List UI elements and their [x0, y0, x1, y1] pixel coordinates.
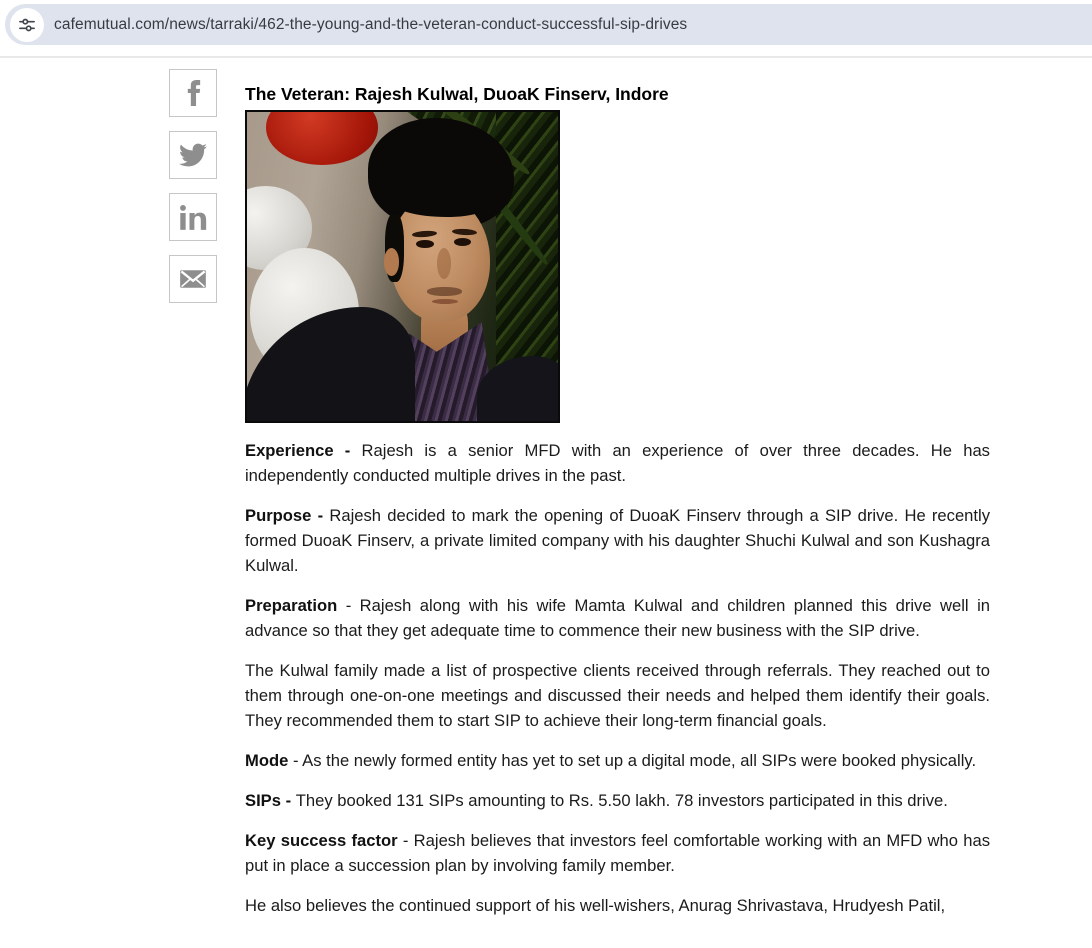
paragraph-lead: Mode [245, 751, 293, 770]
paragraph [245, 828, 990, 878]
article-body [245, 438, 990, 933]
article-heading: The Veteran: Rajesh Kulwal, DuoaK Finserv, Indore [245, 83, 669, 104]
linkedin-share-button[interactable] [169, 193, 217, 241]
paragraph [245, 788, 990, 813]
paragraph-text: The Kulwal family made a list of prospective clients received through referrals. They reached out to them through one-on-one meetings and discussed their needs and helped them identify their goals. They recommended them to start SIP to achieve their long-term financial goals. [245, 661, 990, 730]
url-text[interactable]: cafemutual.com/news/tarraki/462-the-young-and-the-veteran-conduct-successful-sip-drives [54, 15, 688, 33]
photo-man-eye [454, 238, 471, 246]
paragraph-lead: Key success factor [245, 831, 403, 850]
toolbar-divider [0, 56, 1092, 58]
paragraph-text: Rajesh is a senior MFD with an experience of over three decades. He has independently conducted multiple drives in the past. [245, 441, 990, 485]
paragraph-lead: Purpose - [245, 506, 330, 525]
paragraph-text: He also believes the continued support of his well-wishers, Anurag Shrivastava, Hrudyesh Patil, [245, 896, 946, 915]
photo-man-eye [416, 240, 433, 248]
paragraph [245, 748, 990, 773]
email-share-button[interactable] [169, 255, 217, 303]
photo-man-ear [384, 248, 400, 276]
paragraph-text: They booked 131 SIPs amounting to Rs. 5.50 lakh. 78 investors participated in this drive. [295, 791, 948, 810]
paragraph [245, 893, 990, 918]
paragraph-text: Rajesh decided to mark the opening of DuoaK Finserv through a SIP drive. He recently formed DuoaK Finserv, a private limited company with his daughter Shuchi Kulwal and son Kushagra Kulwal. [245, 506, 990, 575]
twitter-icon [179, 141, 207, 169]
paragraph [245, 658, 990, 733]
tune-icon [17, 15, 37, 35]
photo-man-mouth [432, 299, 458, 304]
article-photo [245, 110, 560, 423]
share-column [169, 69, 217, 303]
paragraph-lead: Experience - [245, 441, 362, 460]
paragraph-text: - As the newly formed entity has yet to set up a digital mode, all SIPs were booked physically. [292, 751, 977, 770]
facebook-share-button[interactable] [169, 69, 217, 117]
photo-man-nose [437, 248, 451, 279]
paragraph [245, 503, 990, 578]
site-settings-button[interactable] [10, 8, 44, 42]
paragraph-text: - Rajesh believes that investors feel comfortable working with an MFD who has put in place a succession plan by involving family member. [245, 831, 990, 875]
paragraph [245, 593, 990, 643]
paragraph-lead: Preparation [245, 596, 346, 615]
linkedin-icon [179, 203, 207, 231]
twitter-share-button[interactable] [169, 131, 217, 179]
email-icon [179, 265, 207, 293]
photo-man-mustache [427, 287, 461, 296]
facebook-icon [180, 80, 206, 106]
paragraph-text: - Rajesh along with his wife Mamta Kulwal and children planned this drive well in advance so that they get adequate time to commence their new business with the SIP drive. [245, 596, 990, 640]
address-bar[interactable] [5, 4, 1092, 45]
paragraph [245, 438, 990, 488]
paragraph-lead: SIPs - [245, 791, 296, 810]
